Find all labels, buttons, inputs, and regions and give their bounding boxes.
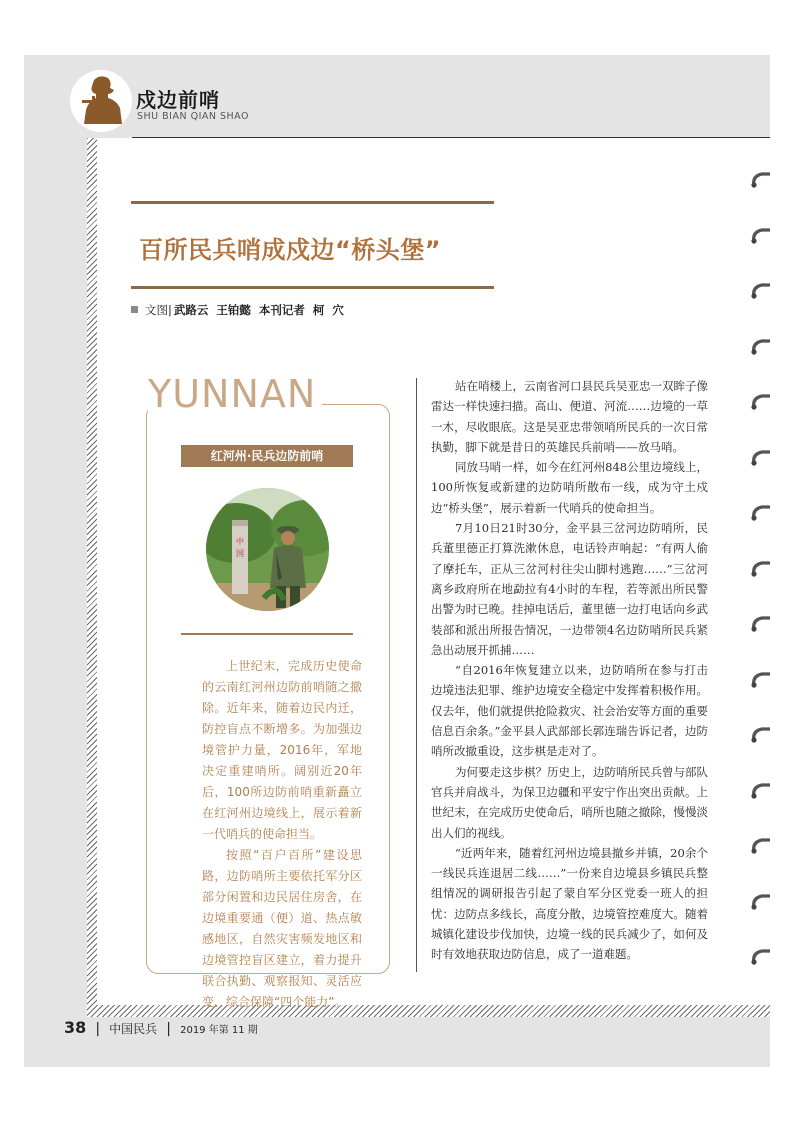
binder-ring-icon bbox=[748, 836, 770, 856]
column-pinyin: SHU BIAN QIAN SHAO bbox=[137, 111, 249, 122]
binder-ring-icon bbox=[748, 781, 770, 801]
binder-ring-icon bbox=[748, 947, 770, 967]
issue-label: 2019 年第 11 期 bbox=[180, 1025, 258, 1036]
page-number: 38 bbox=[64, 1018, 87, 1037]
binder-ring-icon bbox=[748, 670, 770, 690]
footer-separator: | bbox=[95, 1021, 101, 1037]
binder-ring-icon bbox=[748, 559, 770, 579]
svg-text:国: 国 bbox=[236, 549, 244, 558]
byline-prefix: 文图| bbox=[145, 303, 172, 317]
svg-text:中: 中 bbox=[236, 537, 244, 546]
body-paragraph: 7月10日21时30分，金平县三岔河边防哨所，民兵董里德正打算洗漱休息，电话铃声响起：“有两人偷了摩托车，正从三岔河村往尖山脚村逃跑……”三岔河离乡政府所在地勐拉有4小时的车程，若等派出所民警出警为时已晚。挂掉电话后，董里德一边打电话向乡武装部和派出所报告情况，一边带领4名边防哨所民兵紧急出动展开抓捕…… bbox=[431, 521, 708, 657]
sidebar-paragraph: 上世纪末，完成历史使命的云南红河州边防前哨随之撤除。近年来，随着边民内迁，防控盲点不断增多。为加强边境管护力量，2016年，军地决定重建哨所。阔别近20年后，100所边防前哨重新矗立在红河州边境线上，展示着新一代哨兵的使命担当。 bbox=[202, 659, 362, 841]
sidebar-text bbox=[202, 656, 362, 1013]
body-paragraph: 为何要走这步棋？历史上，边防哨所民兵曾与部队官兵并肩战斗，为保卫边疆和平安宁作出突出贡献。上世纪末，在完成历史使命后，哨所也随之撤除，慢慢淡出人们的视线。 bbox=[431, 764, 708, 840]
title-top-rule bbox=[131, 201, 494, 204]
page-footer bbox=[64, 1018, 258, 1037]
binder-ring-icon bbox=[748, 892, 770, 912]
sidebar-region: YUNNAN bbox=[148, 372, 322, 416]
body-paragraph: 站在哨楼上，云南省河口县民兵吴亚忠一双眸子像雷达一样快速扫描。高山、便道、河流……边境的一草一木，尽收眼底。这是吴亚忠带领哨所民兵的一次日常执勤，脚下就是昔日的英雄民兵前哨——放马哨。 bbox=[431, 379, 708, 454]
byline bbox=[131, 302, 344, 318]
article-body bbox=[431, 376, 708, 965]
body-paragraph: “近两年来，随着红河州边境县撤乡并镇，20余个一线民兵连退居二线……”一份来自边境县乡镇民兵整组情况的调研报告引起了蒙自军分区党委一班人的担忧：边防点多线长，高度分散，边境管控难度大。随着城镇化建设步伐加快，边境一线的民兵减少了，如何及时有效地获取边防信息，成了一道难题。 bbox=[431, 845, 708, 962]
binder-ring-icon bbox=[748, 503, 770, 523]
sidebar-badge: 红河州·民兵边防前哨 bbox=[181, 445, 353, 467]
article-title: 百所民兵哨成戍边“桥头堡” bbox=[139, 236, 442, 264]
body-paragraph: “自2016年恢复建立以来，边防哨所在参与打击边境违法犯罪、维护边境安全稳定中发挥着积极作用。仅去年，他们就提供抢险救灾、社会治安等方面的重要信息百余条。”金平县人武部部长郭连瑞告诉记者，边防哨所改撤重设，这步棋是走对了。 bbox=[431, 663, 708, 759]
militia-photo bbox=[206, 488, 329, 611]
binder-ring-icon bbox=[748, 226, 770, 246]
magazine-name: 中国民兵 bbox=[109, 1022, 158, 1036]
binder-ring-icon bbox=[748, 337, 770, 357]
binder-ring-icon bbox=[748, 614, 770, 634]
column-logo bbox=[70, 70, 132, 132]
sidebar-rule bbox=[181, 633, 353, 635]
byline-names: 武路云 王铂懿 本刊记者 柯 穴 bbox=[173, 303, 344, 317]
column-title: 戍边前哨 bbox=[136, 88, 220, 112]
binder-ring-icon bbox=[748, 170, 770, 190]
binder-ring-icon bbox=[748, 281, 770, 301]
binder-ring-icon bbox=[748, 448, 770, 468]
byline-square-icon bbox=[131, 306, 138, 313]
footer-separator: | bbox=[166, 1021, 171, 1037]
soldier-silhouette-icon bbox=[70, 70, 132, 132]
body-paragraph: 同放马哨一样，如今在红河州848公里边境线上，100所恢复或新建的边防哨所散布一线，成为守土戍边“桥头堡”，展示着新一代哨兵的使命担当。 bbox=[431, 460, 708, 515]
binder-ring-icon bbox=[748, 725, 770, 745]
title-bottom-rule bbox=[131, 286, 494, 289]
sidebar-paragraph: 按照“百户百所”建设思路，边防哨所主要依托军分区部分闲置和边民居住房舍，在边境重要通（便）道、热点敏感地区，自然灾害频发地区和边境管控盲区建立，着力提升联合执勤、观察报知、灵活应变、综合保障“四个能力”。 bbox=[202, 848, 362, 1009]
column-divider bbox=[416, 378, 417, 972]
binder-ring-icon bbox=[748, 392, 770, 412]
